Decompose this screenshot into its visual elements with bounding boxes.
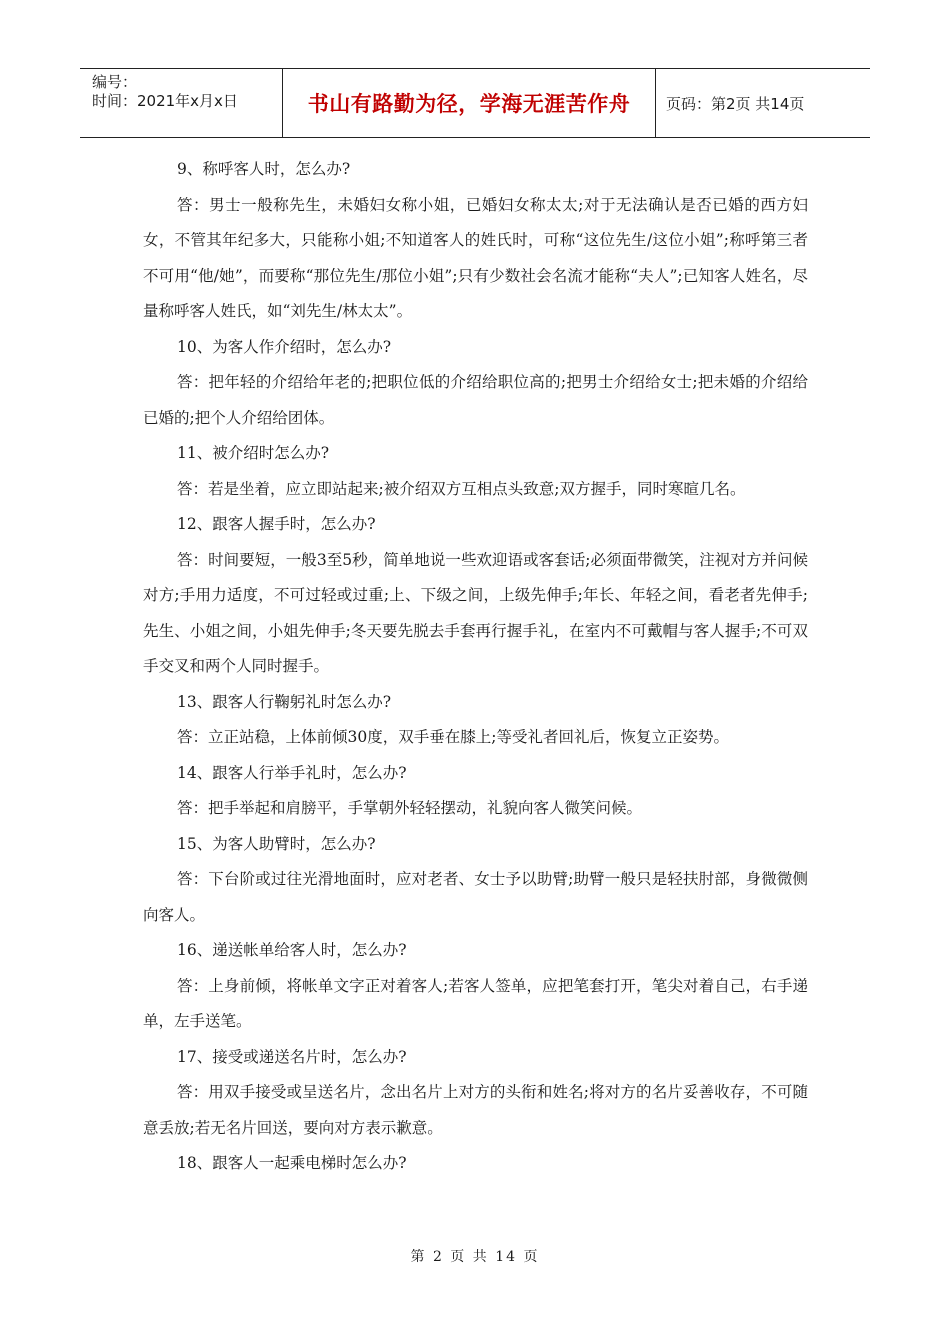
question-10: 10、为客人作介绍时，怎么办? <box>177 337 392 356</box>
page-footer: 第 2 页 共 14 页 <box>410 1249 540 1265</box>
question-18: 18、跟客人一起乘电梯时怎么办? <box>177 1154 407 1172</box>
page-header <box>80 68 870 138</box>
question-17: 17、接受或递送名片时，怎么办? <box>177 1047 407 1066</box>
answer-16: 答：上身前倾，将帐单文字正对着客人;若客人签单，应把笔套打开，笔尖对着自己，右手递单，左手送笔。 <box>143 976 808 1030</box>
page-info-text: 页码：第2页 共14页 <box>666 94 805 113</box>
answer-12: 答：时间要短，一般3至5秒，简单地说一些欢迎语或客套话;必须面带微笑，注视对方并问候对方;手用力适度，不可过轻或过重;上、下级之间，上级先伸手;年长、年轻之间，看老者先伸手;先生、小姐之间，小姐先伸手;冬天要先脱去手套再行握手礼，在室内不可戴帽与客人握手;不可双手交叉和两个人同时握手。 <box>143 550 808 675</box>
question-9: 9、称呼客人时，怎么办? <box>177 160 351 178</box>
answer-13: 答：立正站稳，上体前倾30度，双手垂在膝上;等受礼者回礼后，恢复立正姿势。 <box>177 728 729 746</box>
header-meta <box>80 69 283 137</box>
header-motto <box>283 69 656 137</box>
question-15: 15、为客人助臂时，怎么办? <box>177 834 376 853</box>
question-16: 16、递送帐单给客人时，怎么办? <box>177 941 407 959</box>
question-12: 12、跟客人握手时，怎么办? <box>177 515 376 533</box>
question-11: 11、被介绍时怎么办? <box>177 444 330 462</box>
answer-10: 答：把年轻的介绍给年老的;把职位低的介绍给职位高的;把男士介绍给女士;把未婚的介绍给已婚的;把个人介绍给团体。 <box>143 373 808 427</box>
question-13: 13、跟客人行鞠躬礼时怎么办? <box>177 692 392 711</box>
document-body <box>143 152 808 1182</box>
answer-15: 答：下台阶或过往光滑地面时，应对老者、女士予以助臂;助臂一般只是轻扶肘部，身微微侧向客人。 <box>143 870 808 924</box>
answer-11: 答：若是坐着，应立即站起来;被介绍双方互相点头致意;双方握手，同时寒暄几名。 <box>177 479 746 498</box>
answer-14: 答：把手举起和肩膀平，手掌朝外轻轻摆动，礼貌向客人微笑问候。 <box>177 799 643 817</box>
number-label: 编号： <box>92 73 138 91</box>
header-page-info <box>656 69 870 137</box>
answer-17: 答：用双手接受或呈送名片，念出名片上对方的头衔和姓名;将对方的名片妥善收存，不可随意丢放;若无名片回送，要向对方表示歉意。 <box>143 1083 808 1137</box>
time-label: 时间：2021年x月x日 <box>92 92 238 110</box>
motto-text: 书山有路勤为径，学海无涯苦作舟 <box>307 92 631 116</box>
question-14: 14、跟客人行举手礼时，怎么办? <box>177 763 407 782</box>
answer-9: 答：男士一般称先生，未婚妇女称小姐，已婚妇女称太太;对于无法确认是否已婚的西方妇女，不管其年纪多大，只能称小姐;不知道客人的姓氏时，可称“这位先生/这位小姐”;称呼第三者不可用“他/她”，而要称“那位先生/那位小姐”;只有少数社会名流才能称“夫人”;已知客人姓名，尽量称呼客人姓氏，如“刘先生/林太太”。 <box>143 195 808 320</box>
